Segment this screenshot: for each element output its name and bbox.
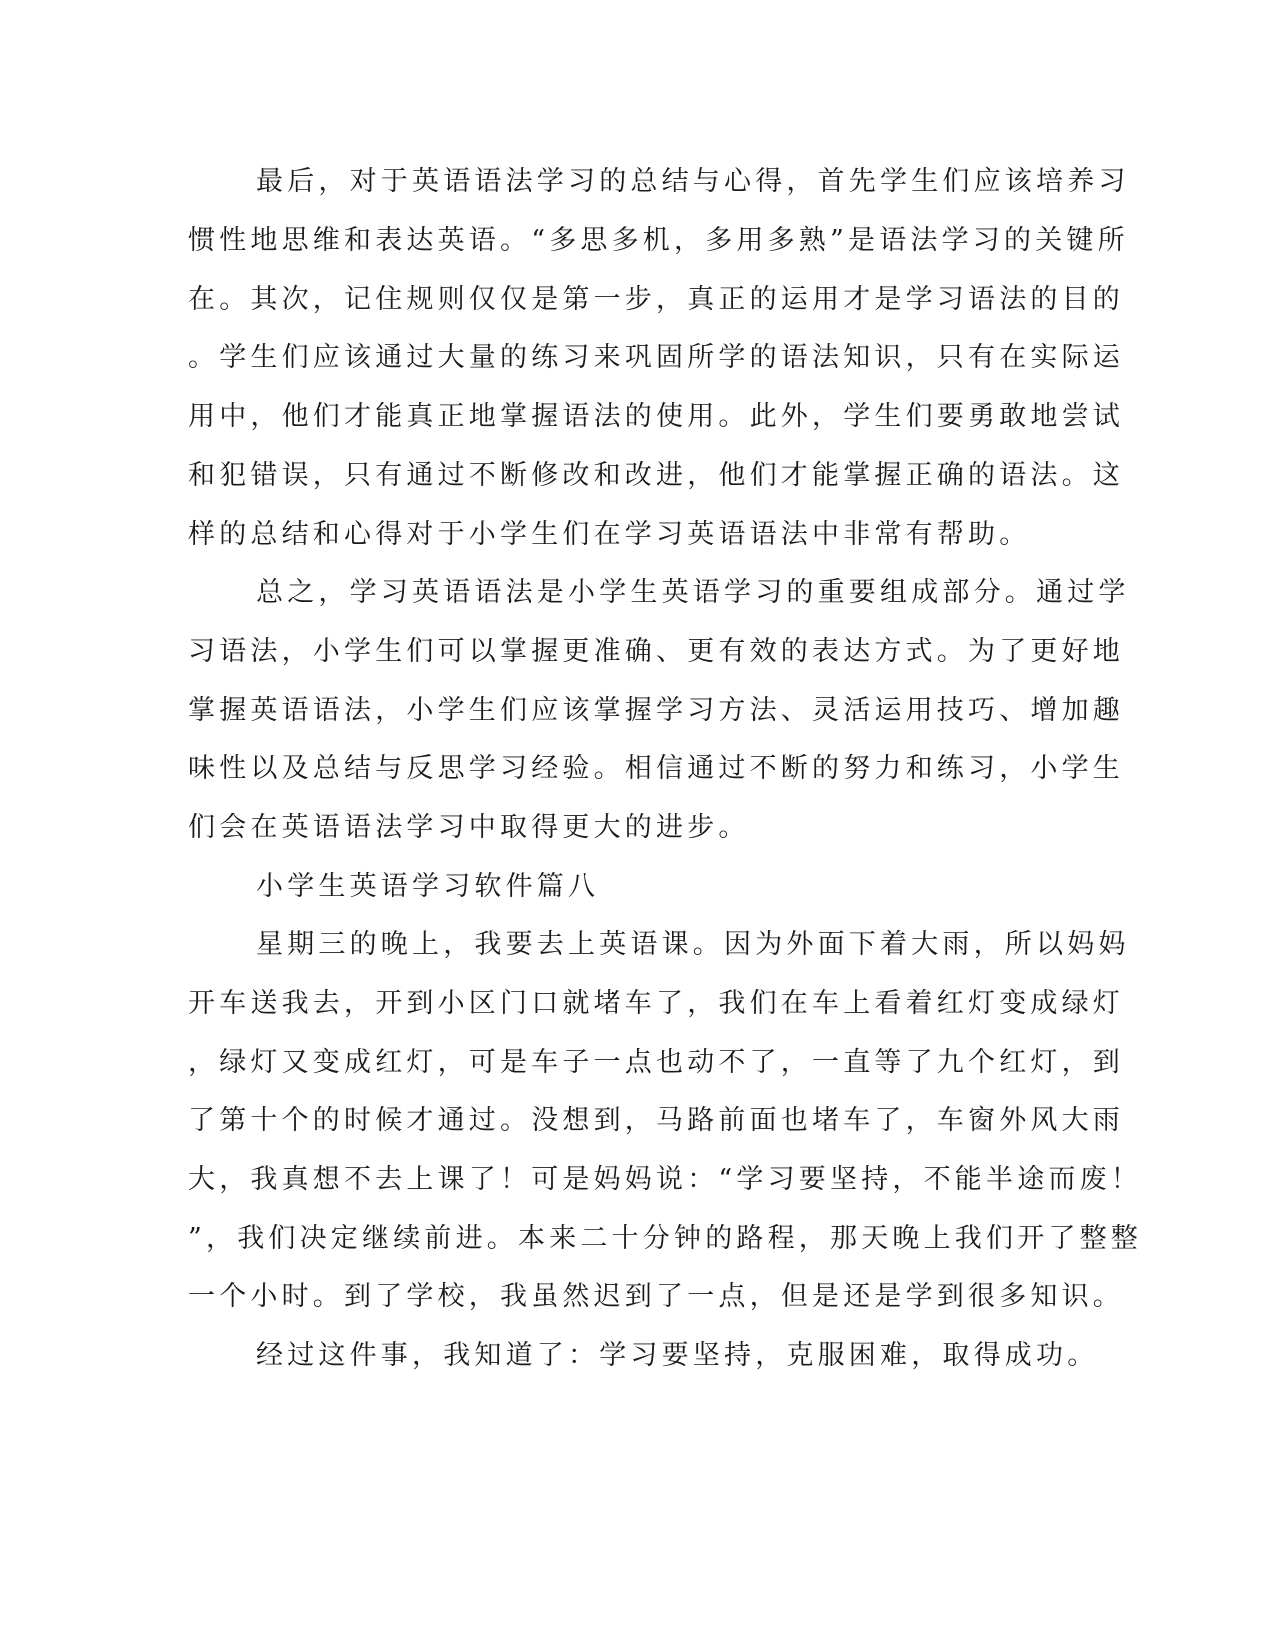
paragraph-2-line-4: 味性以及总结与反思学习经验。相信通过不断的努力和练习，小学生 xyxy=(188,753,1124,784)
paragraph-3-line-3: ，绿灯又变成红灯，可是车子一点也动不了，一直等了九个红灯，到 xyxy=(188,1047,1124,1078)
paragraph-1-line-6: 和犯错误，只有通过不断修改和改进，他们才能掌握正确的语法。这 xyxy=(188,460,1124,491)
paragraph-1-line-7: 样的总结和心得对于小学生们在学习英语语法中非常有帮助。 xyxy=(188,519,1031,550)
paragraph-3-line-7: 一个小时。到了学校，我虽然迟到了一点，但是还是学到很多知识。 xyxy=(188,1281,1124,1312)
paragraph-1-line-5: 用中，他们才能真正地掌握语法的使用。此外，学生们要勇敢地尝试 xyxy=(188,401,1124,432)
paragraph-1-line-2: 惯性地思维和表达英语。“多思多机，多用多熟”是语法学习的关键所 xyxy=(188,225,1129,256)
paragraph-4-line-1: 经过这件事，我知道了：学习要坚持，克服困难，取得成功。 xyxy=(256,1340,1099,1371)
paragraph-1-line-1: 最后，对于英语语法学习的总结与心得，首先学生们应该培养习 xyxy=(256,166,1130,197)
paragraph-2-line-3: 掌握英语语法，小学生们应该掌握学习方法、灵活运用技巧、增加趣 xyxy=(188,695,1124,726)
paragraph-3-line-5: 大，我真想不去上课了！可是妈妈说：“学习要坚持，不能半途而废！ xyxy=(188,1164,1143,1195)
paragraph-2-line-5: 们会在英语语法学习中取得更大的进步。 xyxy=(188,812,750,843)
paragraph-1-line-4: 。学生们应该通过大量的练习来巩固所学的语法知识，只有在实际运 xyxy=(188,342,1124,373)
paragraph-2-line-1: 总之，学习英语语法是小学生英语学习的重要组成部分。通过学 xyxy=(256,577,1130,608)
paragraph-3-line-2: 开车送我去，开到小区门口就堵车了，我们在车上看着红灯变成绿灯 xyxy=(188,988,1124,1019)
paragraph-3-line-6: ”，我们决定继续前进。本来二十分钟的路程，那天晚上我们开了整整 xyxy=(188,1223,1143,1254)
paragraph-1-line-3: 在。其次，记住规则仅仅是第一步，真正的运用才是学习语法的目的 xyxy=(188,284,1124,315)
paragraph-2-line-2: 习语法，小学生们可以掌握更准确、更有效的表达方式。为了更好地 xyxy=(188,636,1124,667)
paragraph-3-line-4: 了第十个的时候才通过。没想到，马路前面也堵车了，车窗外风大雨 xyxy=(188,1105,1124,1136)
paragraph-3-line-1: 星期三的晚上，我要去上英语课。因为外面下着大雨，所以妈妈 xyxy=(256,929,1130,960)
section-heading: 小学生英语学习软件篇八 xyxy=(256,871,600,902)
